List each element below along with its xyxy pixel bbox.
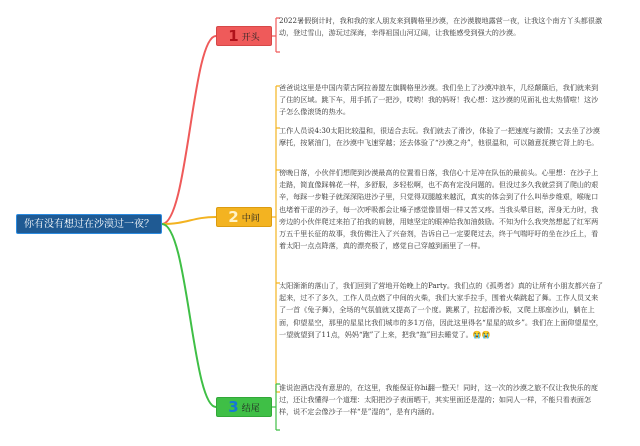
branch-label: 中间 xyxy=(241,213,260,224)
text-block-middle-2: 工作人员说4:30太阳比较温和，很适合去玩。我们就去了滑沙，体验了一把速度与激情；又去坐了沙漠摩托，按紧油门，在沙漠中飞速穿越；还去体验了“沙漠之舟”，他很温和，可以随意抚摸它背上的毛。 xyxy=(279,126,600,148)
branch-ending[interactable] xyxy=(216,397,272,417)
connector-root-to-ending xyxy=(162,224,216,407)
root-topic[interactable]: 你有没有想过在沙漠过一夜？ xyxy=(16,214,162,234)
branch-label: 开头 xyxy=(241,32,260,43)
branch-label: 结尾 xyxy=(241,403,260,414)
branch-opening[interactable] xyxy=(216,26,272,46)
branch-number: 2 xyxy=(228,207,239,226)
branch-middle[interactable] xyxy=(216,207,272,227)
connector-root-to-middle xyxy=(162,217,216,224)
text-block-ending: 谁说泡酒店没有意思的，在这里，我能保证你hi翻一整天！同时，这一次的沙漠之旅不仅让我快乐的度过，还让我懂得一个道理：太阳把沙子表面晒干，其实里面还是湿的；如同人一样，不能只看表面怎样，说不定会像沙子一样“是”湿的”，是有内涵的。 xyxy=(279,383,598,417)
branch-number: 3 xyxy=(228,397,239,416)
text-block-middle-3: 傍晚日落，小伙伴们想爬到沙漠最高的位置看日落，我信心十足冲在队伍的最前头。心里想：在沙子上走路，简直像踩棉花一样，多舒服，多轻松啊，也不高有定没问题的。但没过多久我就尝到了爬山的艰辛，每踩一步鞋子就深深陷进沙子里，只觉得双腿越来越沉，真实的体会到了什么叫举步维艰，喉咙口也堵着干涩的沙子，每一次呼吸都会让嗓子感觉像冒烟一样又苦又疼。当我头晕目眩，浑身无力时，我旁边的小伙伴爬过来拍了拍我的肩膀，用她坚定的眼神给我加油鼓励。不知为什么我突然想起了红军两万五千里长征的故事，我仿佛注入了兴奋剂，告诉自己一定要爬过去，终于气喘吁吁的坐在沙丘上，看着太阳一点点降落，真的漂亮极了，感觉自己穿越到画里了一样。 xyxy=(279,168,599,251)
connector-root-to-opening xyxy=(162,36,216,224)
text-block-middle-1: 爸爸说这里是中国内蒙古阿拉善盟左旗腾格里沙漠。我们坐上了沙漠冲浪车，几经颠簸后，我们就来到了住的区域。跳下车，用手抓了一把沙，哎哟！我的妈呀！我心想：这沙漠的见面礼也太热情啦！这沙子怎么像滚烫的热水。 xyxy=(279,83,599,117)
branch-number: 1 xyxy=(228,26,239,45)
text-block-middle-4: 太阳渐渐的落山了，我们回到了营地开始晚上的Party。我们点的《孤勇者》真的让所有小朋友都兴奋了起来，过不了多久，工作人员点燃了中间的火柴，我们大家手拉手，围着火柴跳起了舞。工作人员又来了一首《兔子舞》，全场的气氛值就又提高了一个度。跳累了，拉起滑沙板，又爬上那座沙山，躺在上面，仰望星空，那里的星星比我们城市的多1万倍，因此这里得名“星星的故乡”。我们在上面仰望星空，一望就望到了11点，妈妈“跑”了上来，把我“拖”回去睡觉了。😭😭 xyxy=(279,281,603,339)
text-block-intro: 2022暑假倒计时，我和我的家人朋友来到腾格里沙漠，在沙漠腹地露营一夜，让我这个南方丫头都很激动，登过雪山，游玩过深海，幸得祖国山河辽阔，让我能感受到强大的沙漠。 xyxy=(279,16,603,38)
